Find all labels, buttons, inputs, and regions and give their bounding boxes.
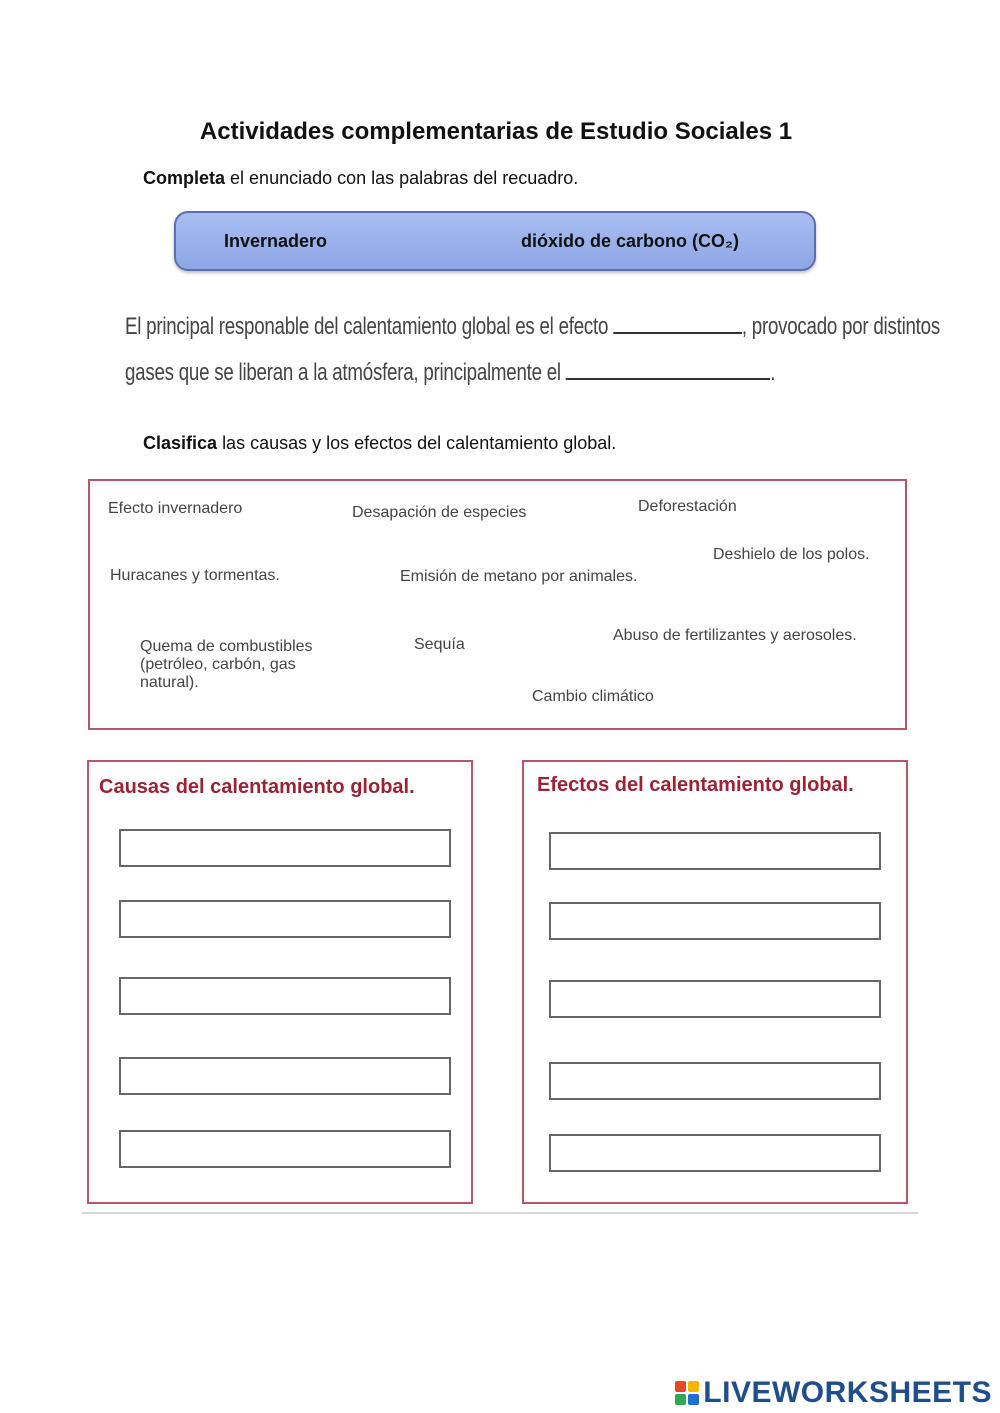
brand-text: LIVEWORKSHEETS [703, 1376, 992, 1409]
sentence-line-2-end: . [770, 359, 776, 386]
effects-panel [522, 760, 908, 1204]
causes-drop-slot[interactable] [119, 977, 451, 1015]
effects-title: Efectos del calentamiento global. [537, 774, 854, 796]
logo-square [675, 1381, 686, 1392]
causes-drop-slot[interactable] [119, 900, 451, 938]
instruction-classify-bold: Clasifica [143, 433, 218, 453]
pool-item[interactable]: Huracanes y tormentas. [110, 567, 280, 584]
effects-drop-slot[interactable] [549, 1062, 881, 1100]
logo-square [688, 1381, 699, 1392]
instruction-complete-bold: Completa [143, 168, 226, 188]
pool-item[interactable]: Emisión de metano por animales. [400, 568, 638, 585]
pool-item[interactable]: Cambio climático [532, 688, 654, 705]
sentence-line-2 [125, 356, 775, 387]
effects-drop-slot[interactable] [549, 980, 881, 1018]
effects-drop-slot[interactable] [549, 832, 881, 870]
divider [82, 1212, 918, 1214]
instruction-complete [143, 168, 578, 189]
pool-item[interactable]: Deshielo de los polos. [713, 546, 870, 563]
causes-drop-slot[interactable] [119, 1130, 451, 1168]
pool-item[interactable]: Quema de combustibles (petróleo, carbón, gas natural). [140, 638, 313, 691]
sentence-line-1-end: , provocado por distintos [741, 313, 940, 340]
causes-drop-slot[interactable] [119, 829, 451, 867]
causes-title: Causas del calentamiento global. [99, 776, 415, 798]
pool-item[interactable]: Efecto invernadero [108, 500, 243, 517]
logo-square [675, 1394, 686, 1405]
sentence-line-2-start: gases que se liberan a la atmósfera, principalmente el [125, 359, 561, 386]
causes-drop-slot[interactable] [119, 1057, 451, 1095]
liveworksheets-logo-icon [675, 1381, 699, 1405]
word-bank-item[interactable]: Invernadero [224, 231, 328, 251]
instruction-classify [143, 433, 616, 454]
effects-drop-slot[interactable] [549, 1134, 881, 1172]
word-bank-box [174, 211, 816, 271]
sentence-line-1-start: El principal responable del calentamiento global es el efecto [125, 313, 609, 340]
blank-field-2[interactable] [566, 356, 770, 380]
effects-drop-slot[interactable] [549, 902, 881, 940]
causes-panel [87, 760, 473, 1204]
blank-field-1[interactable] [613, 310, 742, 334]
liveworksheets-brand [675, 1376, 992, 1410]
sentence-line-1 [125, 310, 940, 341]
pool-item[interactable]: Deforestación [638, 498, 737, 515]
logo-square [688, 1394, 699, 1405]
pool-item[interactable]: Desapación de especies [352, 504, 527, 521]
pool-item[interactable]: Abuso de fertilizantes y aerosoles. [613, 627, 857, 644]
instruction-complete-text: el enunciado con las palabras del recuadro. [230, 168, 579, 188]
instruction-classify-text: las causas y los efectos del calentamiento global. [222, 433, 617, 453]
pool-item[interactable]: Sequía [414, 636, 465, 653]
word-bank-item[interactable]: dióxido de carbono (CO₂) [521, 231, 739, 251]
page-title: Actividades complementarias de Estudio Sociales 1 [199, 118, 793, 145]
